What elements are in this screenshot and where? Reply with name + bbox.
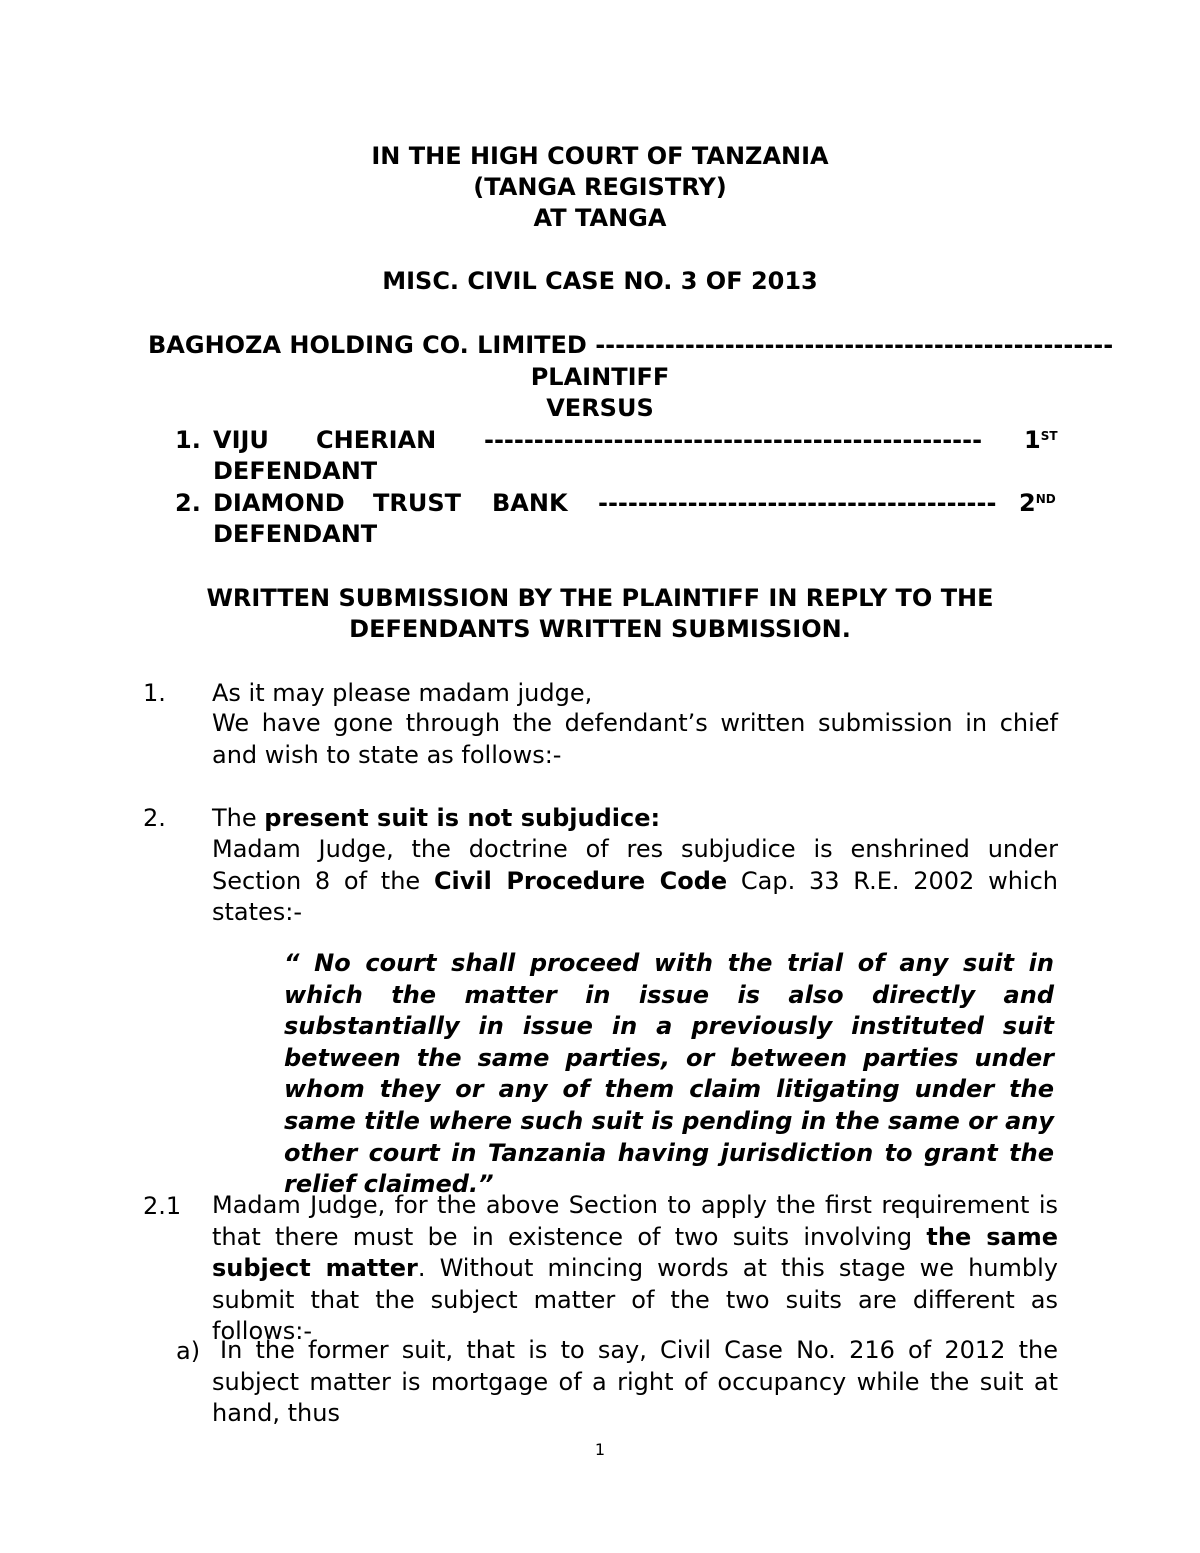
para-1-line2: We have gone through the defendant’s written submission in chief and wish to state as follows:- <box>212 709 1058 769</box>
defendant-1-number: 1. <box>175 426 201 454</box>
defendant-2-name-first: DIAMOND <box>213 489 345 517</box>
defendant-2-role: DEFENDANT <box>213 520 378 548</box>
para-2-1-number: 2.1 <box>143 1192 182 1220</box>
court-title: IN THE HIGH COURT OF TANZANIA <box>371 142 829 170</box>
para-a-label: a) <box>176 1337 201 1365</box>
versus: VERSUS <box>546 394 654 422</box>
para-2-number: 2. <box>143 804 166 832</box>
submission-title-line1: WRITTEN SUBMISSION BY THE PLAINTIFF IN REPLY TO THE <box>206 584 994 612</box>
para-1-line1: As it may please madam judge, <box>212 679 593 707</box>
submission-title-line2: DEFENDANTS WRITTEN SUBMISSION. <box>349 615 851 643</box>
defendant-1-role: DEFENDANT <box>213 457 378 485</box>
para-2-1-body: Madam Judge, for the above Section to apply the first requirement is that there must be in existence of two suits involving the same subject matter. Without mincing words at this stage we humbly submit that the subject matter of the two suits are different as follows:- <box>212 1191 1059 1345</box>
location: AT TANGA <box>533 204 667 232</box>
statute-quote: “ No court shall proceed with the trial of any suit in which the matter in issue is also directly and substantially in issue in a previously instituted suit between the same parties, or between parties under whom they or any of them claim litigating under the same title where such suit is pending in the same or any other court in Tanzania having jurisdiction to grant the relief claimed.” <box>284 949 1054 1199</box>
page-number: 1 <box>594 1440 606 1459</box>
para-2-heading: The present suit is not subjudice: <box>212 804 661 832</box>
plaintiff-line <box>148 329 1113 361</box>
plaintiff-name: BAGHOZA HOLDING CO. LIMITED <box>148 331 587 359</box>
defendant-1-dashes: -------------------------------------------------- <box>484 426 983 454</box>
defendant-1-name-last: CHERIAN <box>316 426 437 454</box>
para-2-body: Madam Judge, the doctrine of res subjudice is enshrined under Section 8 of the Civil Procedure Code Cap. 33 R.E. 2002 which states:- <box>212 835 1058 926</box>
plaintiff-dashes: ---------------------------------------------------- <box>595 331 1114 359</box>
defendant-1-name-first: VIJU <box>213 426 269 454</box>
defendant-2-number: 2. <box>175 489 201 517</box>
plaintiff-role: PLAINTIFF <box>530 363 670 391</box>
defendant-2-name-middle: TRUST <box>373 489 461 517</box>
para-1-number: 1. <box>143 679 166 707</box>
registry: (TANGA REGISTRY) <box>473 173 727 201</box>
defendant-1-ordinal: 1ST <box>1024 426 1058 454</box>
defendant-2-dashes: ---------------------------------------- <box>598 489 997 517</box>
case-number: MISC. CIVIL CASE NO. 3 OF 2013 <box>382 267 818 295</box>
defendant-2-name-last: BANK <box>492 489 568 517</box>
para-a-body: In the former suit, that is to say, Civil Case No. 216 of 2012 the subject matter is mortgage of a right of occupancy while the suit at hand, thus <box>212 1336 1058 1427</box>
defendant-2-ordinal: 2ND <box>1019 489 1056 517</box>
